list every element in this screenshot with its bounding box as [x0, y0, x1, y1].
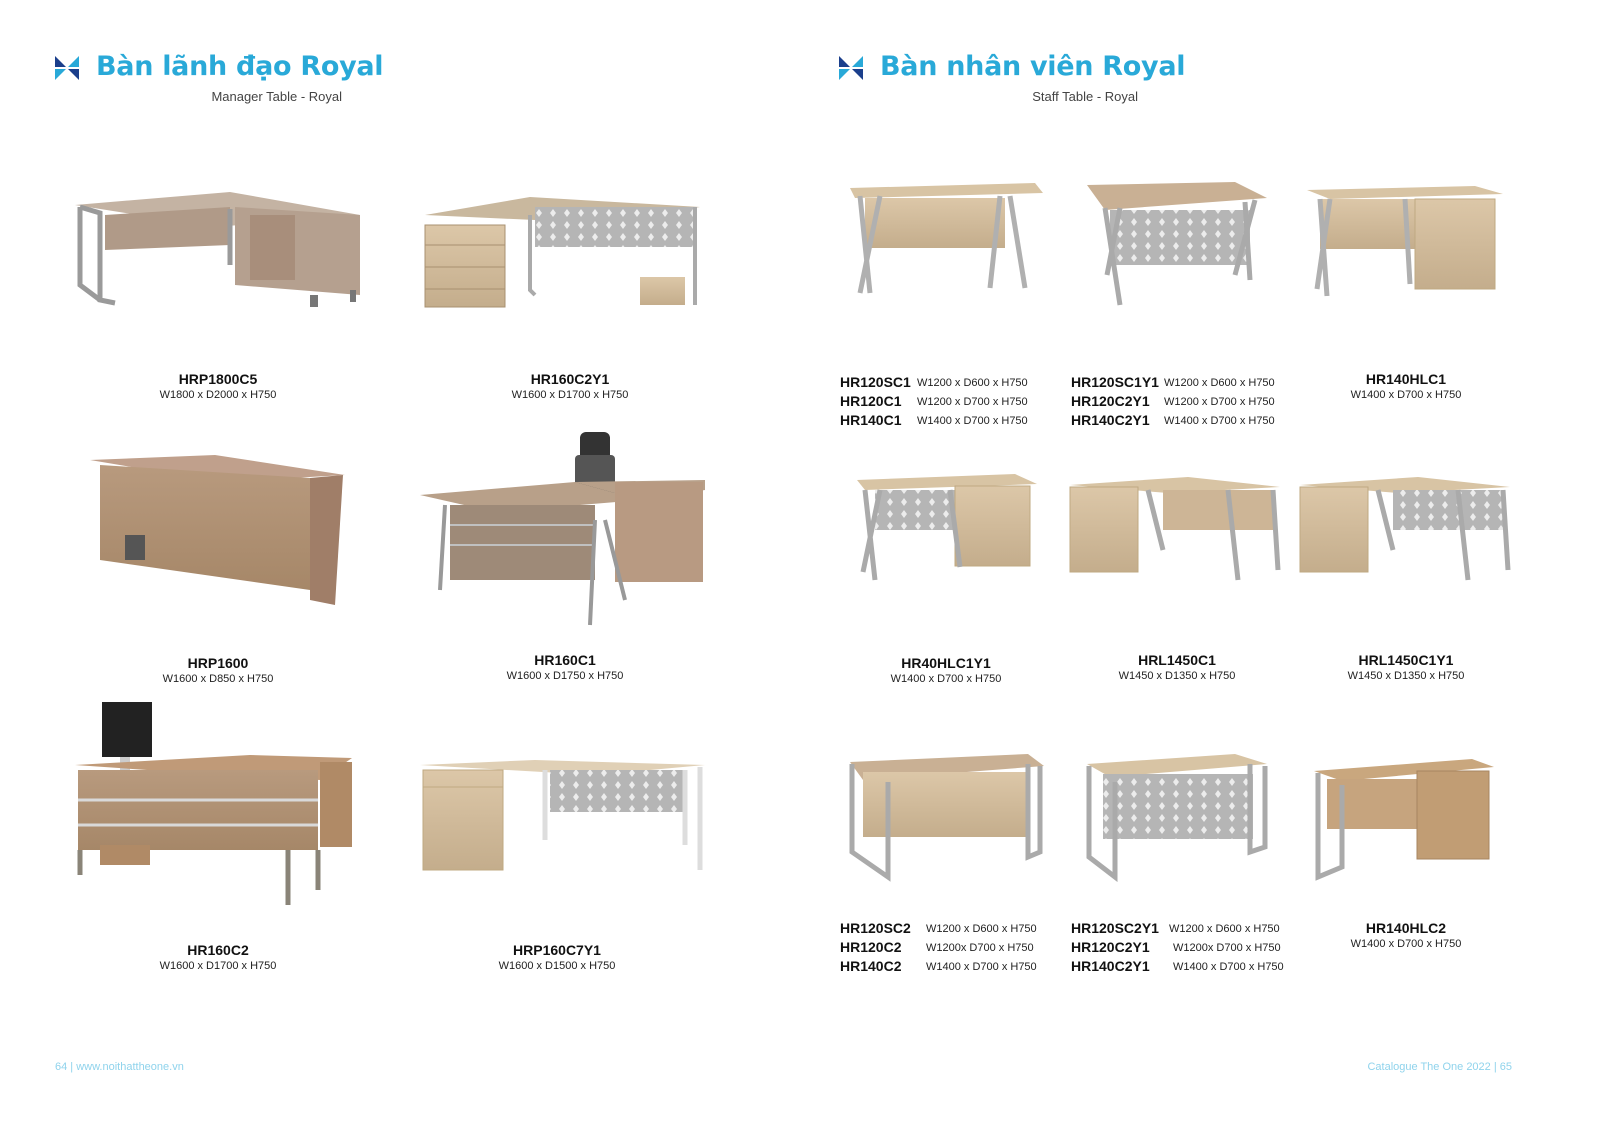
product-card-hrl1450c1 — [1047, 652, 1307, 682]
product-code: HR120SC1 — [840, 374, 911, 390]
product-code: HR120C1 — [840, 393, 902, 409]
product-dimensions: W1400 x D700 x H750 — [1350, 389, 1462, 401]
product-row — [1071, 939, 1296, 958]
product-group-hr120sc1y1 — [1071, 374, 1291, 431]
product-group-hr120sc2 — [840, 920, 1055, 977]
brand-logo-icon — [55, 56, 79, 80]
product-row — [840, 374, 1050, 393]
product-code: HR140C2 — [840, 958, 902, 974]
product-image-hr40hlc1y1 — [855, 472, 1040, 582]
product-image-hr160c2 — [70, 700, 360, 910]
product-code: HR40HLC1Y1 — [901, 655, 991, 671]
product-card-hr160c2y1 — [440, 371, 700, 401]
product-image-hr160c1 — [415, 430, 710, 630]
product-code: HR120C2 — [840, 939, 902, 955]
product-card-hrp1600 — [88, 655, 348, 685]
product-card-hr160c2 — [88, 942, 348, 972]
product-dimensions: W1200 x D700 x H750 — [917, 396, 1028, 408]
product-code: HRP1600 — [187, 655, 249, 671]
product-row — [840, 958, 1055, 977]
product-code: HR120SC2Y1 — [1071, 920, 1159, 936]
product-dimensions: W1200 x D600 x H750 — [926, 923, 1037, 935]
product-code: HR140C2Y1 — [1071, 958, 1150, 974]
product-dimensions: W1200 x D700 x H750 — [1164, 396, 1275, 408]
product-dimensions: W1400 x D700 x H750 — [890, 673, 1002, 685]
product-image-hrp1600 — [85, 450, 350, 615]
product-row — [1071, 920, 1296, 939]
product-card-hrl1450c1y1 — [1276, 652, 1536, 682]
product-code: HRP1800C5 — [178, 371, 258, 387]
product-card-hr40hlc1y1 — [816, 655, 1076, 685]
product-image-hr140hlc2 — [1312, 757, 1497, 887]
product-image-hrl1450c1y1 — [1298, 475, 1513, 585]
product-row — [1071, 374, 1291, 393]
product-dimensions: W1600 x D850 x H750 — [162, 673, 274, 685]
product-dimensions: W1800 x D2000 x H750 — [159, 389, 277, 401]
product-row — [1071, 393, 1291, 412]
product-code: HR140C2Y1 — [1071, 412, 1150, 428]
product-dimensions: W1200x D700 x H750 — [1173, 942, 1281, 954]
product-dimensions: W1200 x D600 x H750 — [1164, 377, 1275, 389]
product-dimensions: W1400 x D700 x H750 — [917, 415, 1028, 427]
product-card-hrp160c7y1 — [427, 942, 687, 972]
product-image-hr160c2y1 — [420, 195, 705, 320]
product-code: HR160C2 — [187, 942, 249, 958]
product-code: HR120C2Y1 — [1071, 393, 1150, 409]
product-row — [1071, 958, 1296, 977]
footer-right: Catalogue The One 2022 | 65 — [1367, 1061, 1512, 1073]
product-card-hr160c1 — [435, 652, 695, 682]
product-code: HR140C1 — [840, 412, 902, 428]
product-code: HR160C2Y1 — [530, 371, 610, 387]
product-dimensions: W1200x D700 x H750 — [926, 942, 1034, 954]
product-dimensions: W1400 x D700 x H750 — [926, 961, 1037, 973]
product-code: HR140HLC2 — [1365, 920, 1447, 936]
product-card-hrp1800c5 — [88, 371, 348, 401]
product-dimensions: W1450 x D1350 x H750 — [1347, 670, 1465, 682]
product-group-hr120sc2y1 — [1071, 920, 1296, 977]
product-image-hr120sc1 — [845, 178, 1045, 303]
product-image-hr120sc2y1 — [1085, 752, 1270, 882]
page-title-right: Bàn nhân viên Royal — [880, 51, 1186, 82]
product-code: HR120SC2 — [840, 920, 911, 936]
product-dimensions: W1600 x D1700 x H750 — [511, 389, 629, 401]
product-dimensions: W1400 x D700 x H750 — [1173, 961, 1284, 973]
product-row — [840, 920, 1055, 939]
footer-left: 64 | www.noithattheone.vn — [55, 1061, 184, 1073]
product-image-hr120sc1y1 — [1085, 180, 1270, 310]
product-code: HR160C1 — [534, 652, 596, 668]
product-row — [840, 939, 1055, 958]
product-dimensions: W1400 x D700 x H750 — [1164, 415, 1275, 427]
product-image-hrp1800c5 — [70, 185, 365, 320]
product-dimensions: W1450 x D1350 x H750 — [1118, 670, 1236, 682]
product-code: HRL1450C1Y1 — [1358, 652, 1454, 668]
brand-logo-icon — [839, 56, 863, 80]
product-image-hrl1450c1 — [1068, 475, 1283, 585]
product-dimensions: W1600 x D1750 x H750 — [506, 670, 624, 682]
product-code: HRP160C7Y1 — [513, 942, 601, 958]
page-subtitle-right: Staff Table - Royal — [1032, 89, 1138, 104]
product-group-hr120sc1 — [840, 374, 1050, 431]
product-code: HR140HLC1 — [1365, 371, 1447, 387]
product-code: HRL1450C1 — [1138, 652, 1216, 668]
page-title-left: Bàn lãnh đạo Royal — [96, 51, 384, 82]
product-image-hrp160c7y1 — [415, 755, 710, 880]
product-card-hr140hlc1 — [1276, 371, 1536, 401]
product-row — [1071, 412, 1291, 431]
product-dimensions: W1600 x D1700 x H750 — [159, 960, 277, 972]
page-subtitle-left: Manager Table - Royal — [211, 89, 342, 104]
product-code: HR120C2Y1 — [1071, 939, 1150, 955]
product-row — [840, 393, 1050, 412]
product-code: HR120SC1Y1 — [1071, 374, 1159, 390]
product-dimensions: W1200 x D600 x H750 — [917, 377, 1028, 389]
product-row — [840, 412, 1050, 431]
product-image-hr120sc2 — [848, 752, 1046, 882]
product-image-hr140hlc1 — [1305, 184, 1505, 304]
product-dimensions: W1600 x D1500 x H750 — [498, 960, 616, 972]
product-dimensions: W1200 x D600 x H750 — [1169, 923, 1280, 935]
product-card-hr140hlc2 — [1276, 920, 1536, 950]
product-dimensions: W1400 x D700 x H750 — [1350, 938, 1462, 950]
